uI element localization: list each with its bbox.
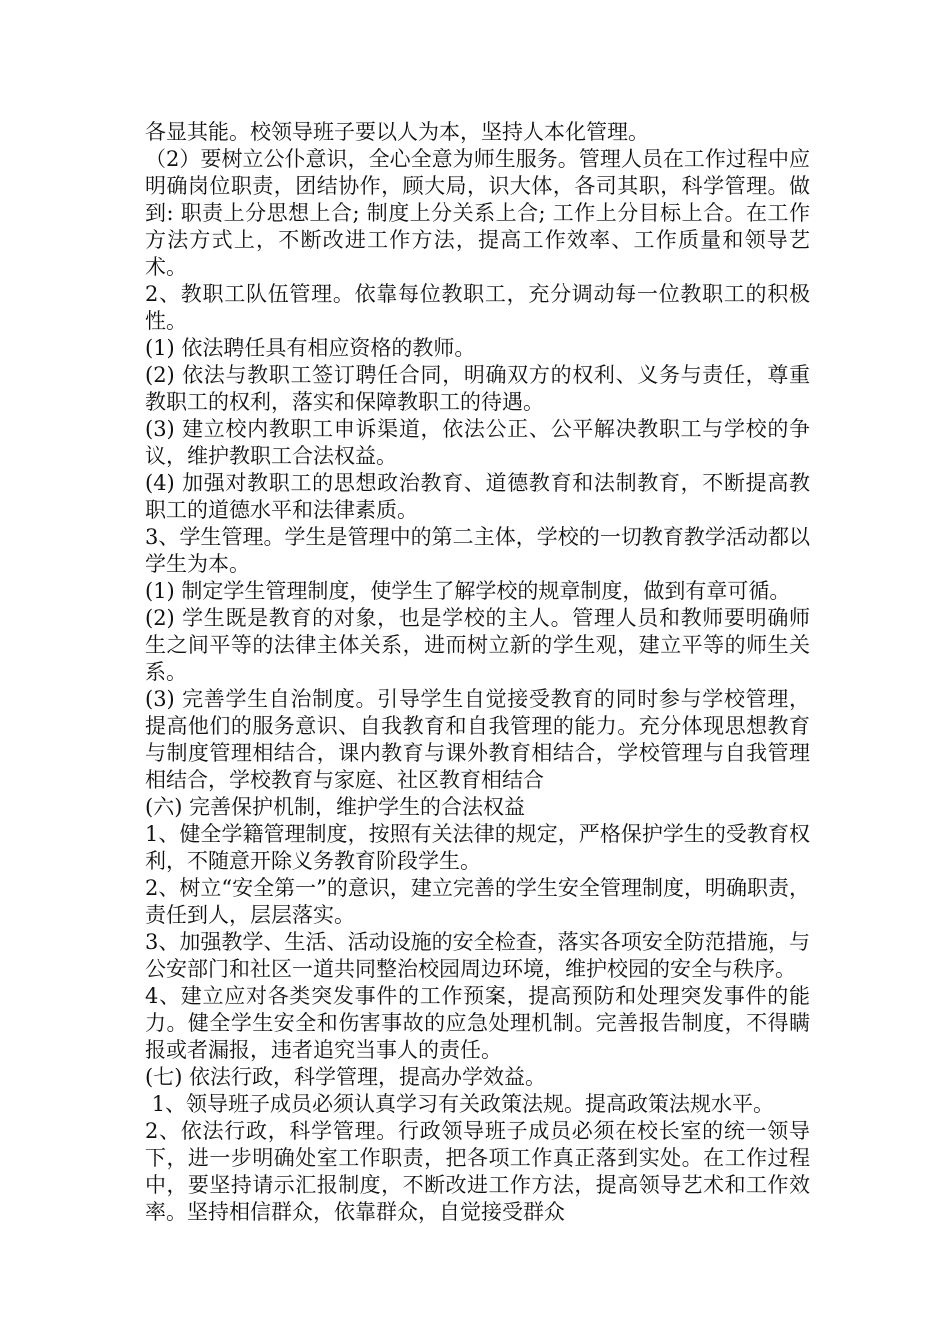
- section-heading: (六) 完善保护机制，维护学生的合法权益: [145, 795, 526, 819]
- section-heading: (七) 依法行政，科学管理，提高办学效益。: [145, 1065, 547, 1089]
- paragraph: 1、领导班子成员必须认真学习有关政策法规。提高政策法规水平。: [145, 1092, 775, 1116]
- paragraph: (4) 加强对教职工的思想政治教育、道德教育和法制教育，不断提高教职工的道德水平和法律素质。: [145, 471, 810, 522]
- paragraph: 4、建立应对各类突发事件的工作预案，提高预防和处理突发事件的能力。健全学生安全和伤害事故的应急处理机制。完善报告制度，不得瞒报或者漏报，违者追究当事人的责任。: [145, 984, 810, 1062]
- paragraph: 各显其能。校领导班子要以人为本，坚持人本化管理。: [145, 120, 649, 144]
- paragraph: (2) 依法与教职工签订聘任合同，明确双方的权利、义务与责任，尊重教职工的权利，落实和保障教职工的待遇。: [145, 363, 810, 414]
- paragraph: (1) 制定学生管理制度，使学生了解学校的规章制度，做到有章可循。: [145, 579, 791, 603]
- document-body: [145, 119, 810, 1226]
- paragraph: (3) 完善学生自治制度。引导学生自觉接受教育的同时参与学校管理，提高他们的服务意识、自我教育和自我管理的能力。充分体现思想教育与制度管理相结合，课内教育与课外教育相结合，学校管理与自我管理相结合，学校教育与家庭、社区教育相结合: [145, 687, 810, 792]
- paragraph: （2）要树立公仆意识，全心全意为师生服务。管理人员在工作过程中应明确岗位职责，团结协作，顾大局，识大体，各司其职，科学管理。做到: 职责上分思想上合; 制度上分关系上合; 工作上分目标上合。在工作方法方式上，不断改进工作方法，提高工作效率、工作质量和领导艺术。: [145, 147, 810, 279]
- paragraph: (2) 学生既是教育的对象，也是学校的主人。管理人员和教师要明确师生之间平等的法律主体关系，进而树立新的学生观，建立平等的师生关系。: [145, 606, 810, 684]
- paragraph: 3、学生管理。学生是管理中的第二主体，学校的一切教育教学活动都以学生为本。: [145, 525, 810, 576]
- paragraph: 2、树立“安全第一”的意识，建立完善的学生安全管理制度，明确职责，责任到人，层层落实。: [145, 876, 810, 927]
- paragraph: 3、加强教学、生活、活动设施的安全检查，落实各项安全防范措施，与公安部门和社区一道共同整治校园周边环境，维护校园的安全与秩序。: [145, 930, 810, 981]
- paragraph: (3) 建立校内教职工申诉渠道，依法公正、公平解决教职工与学校的争议，维护教职工合法权益。: [145, 417, 810, 468]
- paragraph: (1) 依法聘任具有相应资格的教师。: [145, 336, 476, 360]
- paragraph: 2、教职工队伍管理。依靠每位教职工，充分调动每一位教职工的积极性。: [145, 282, 810, 333]
- paragraph: 1、健全学籍管理制度，按照有关法律的规定，严格保护学生的受教育权利，不随意开除义务教育阶段学生。: [145, 822, 810, 873]
- paragraph: 2、依法行政，科学管理。行政领导班子成员必须在校长室的统一领导下，进一步明确处室工作职责，把各项工作真正落到实处。在工作过程中，要坚持请示汇报制度，不断改进工作方法，提高领导艺术和工作效率。坚持相信群众，依靠群众，自觉接受群众: [145, 1119, 810, 1224]
